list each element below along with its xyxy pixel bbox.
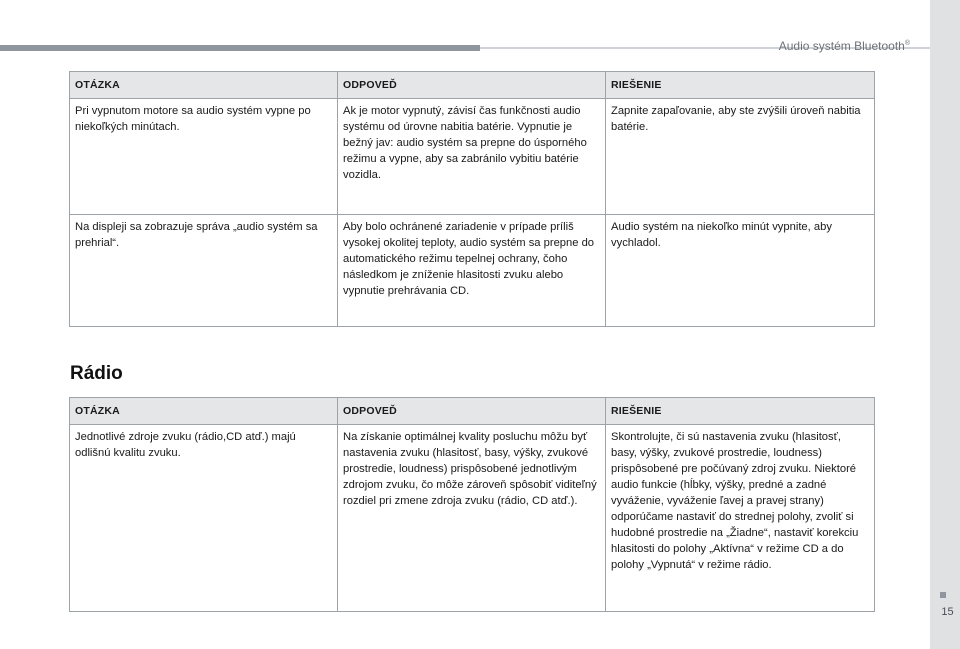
question-cell: Na displeji sa zobrazuje správa „audio systém sa prehrial“. — [70, 215, 338, 327]
question-cell: Pri vypnutom motore sa audio systém vypne po niekoľkých minútach. — [70, 99, 338, 215]
answer-cell: Na získanie optimálnej kvality posluchu môžu byť nastavenia zvuku (hlasitosť, basy, výšky, zvukové prostredie, loudness) prispôsobené jednotlivým zdrojom zvuku, čo môže zároveň spôsobiť viditeľný rozdiel pri zmene zdroja zvuku (rádio, CD atď.). — [338, 425, 606, 612]
troubleshooting-table-general — [69, 71, 875, 327]
solution-cell: Zapnite zapaľovanie, aby ste zvýšili úroveň nabitia batérie. — [606, 99, 875, 215]
table-row — [70, 425, 875, 612]
column-header-solution: RIEŠENIE — [606, 398, 875, 425]
column-header-answer: ODPOVEĎ — [338, 72, 606, 99]
column-header-question: OTÁZKA — [70, 72, 338, 99]
running-header-text: Audio systém Bluetooth — [778, 39, 905, 53]
table-header-row — [70, 398, 875, 425]
table-row — [70, 99, 875, 215]
running-header — [779, 39, 910, 53]
header-rule-dark — [0, 45, 480, 51]
solution-cell: Audio systém na niekoľko minút vypnite, aby vychladol. — [606, 215, 875, 327]
page-number: 15 — [941, 606, 954, 618]
section-heading-radio: Rádio — [70, 363, 123, 384]
question-cell: Jednotlivé zdroje zvuku (rádio,CD atď.) majú odlišnú kvalitu zvuku. — [70, 425, 338, 612]
column-header-solution: RIEŠENIE — [606, 72, 875, 99]
table-row — [70, 215, 875, 327]
answer-cell: Aby bolo ochránené zariadenie v prípade príliš vysokej okolitej teploty, audio systém sa prepne do automatického režimu tepelnej ochrany, čoho následkom je zníženie hlasitosti zvuku alebo vypnutie prehrávania CD. — [338, 215, 606, 327]
registered-mark: ® — [904, 40, 910, 47]
solution-cell: Skontrolujte, či sú nastavenia zvuku (hlasitosť, basy, výšky, zvukové prostredie, loudness) prispôsobené pre počúvaný zdroj zvuku. Niektoré audio funkcie (hĺbky, výšky, predné a zadné vyváženie, vyváženie ľavej a pravej strany) odporúčame nastaviť do strednej polohy, zvoliť si hudobné prostredie na „Žiadne“, nastaviť korekciu hlasitosti do polohy „Aktívna“ v režime CD a do polohy „Vypnutá“ v režime rádio. — [606, 425, 875, 612]
answer-cell: Ak je motor vypnutý, závisí čas funkčnosti audio systému od úrovne nabitia batérie. Vypnutie je bežný jav: audio systém sa prepne do úsporného režimu a vypne, aby sa zabránilo vybitiu batérie vozidla. — [338, 99, 606, 215]
troubleshooting-table-radio — [69, 397, 875, 612]
column-header-question: OTÁZKA — [70, 398, 338, 425]
side-margin-strip — [930, 0, 960, 649]
table-header-row — [70, 72, 875, 99]
page-marker — [940, 592, 946, 598]
column-header-answer: ODPOVEĎ — [338, 398, 606, 425]
